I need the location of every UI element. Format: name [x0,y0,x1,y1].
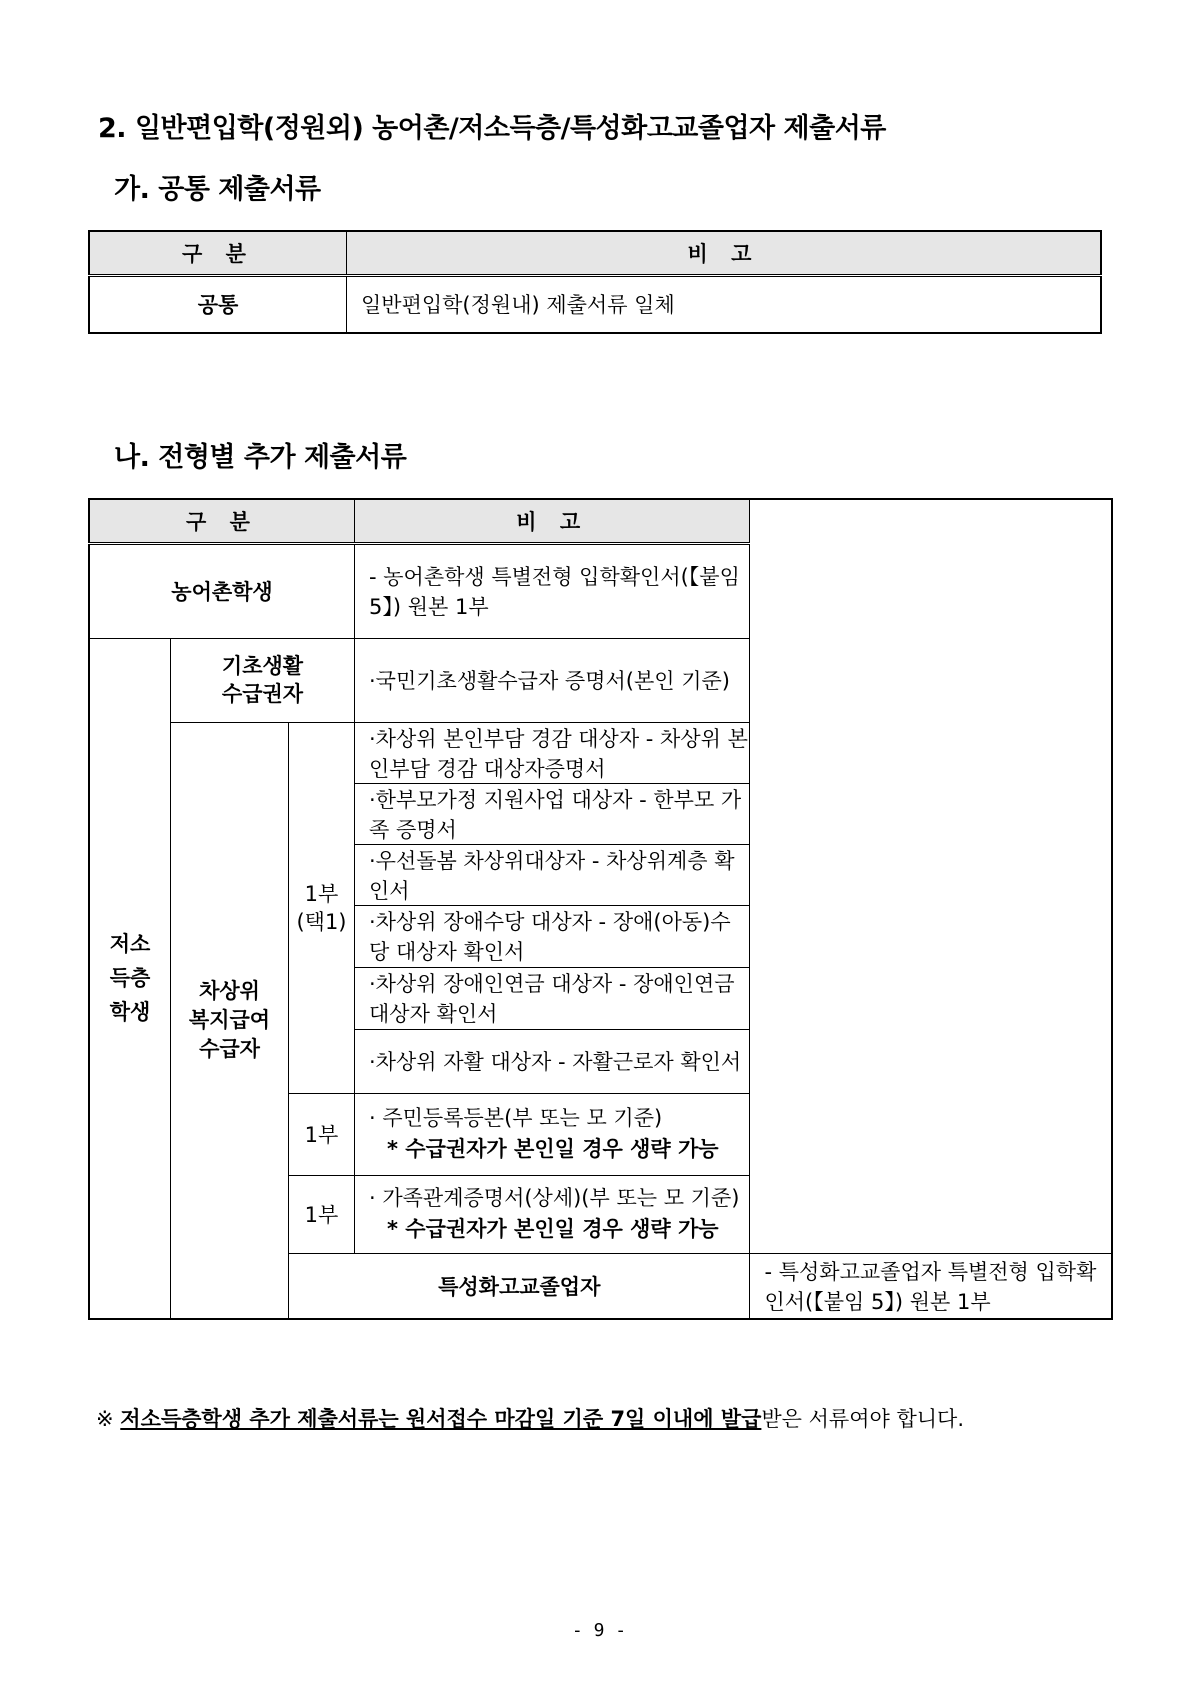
header-remarks: 비 고 [347,231,1102,275]
choice-item: ·한부모가정 지원사업 대상자 - 한부모 가족 증명서 [355,783,750,844]
near-poor-label: 차상위 복지급여 수급자 [171,722,289,1319]
vocational-value: - 특성화고교졸업자 특별전형 입학확인서(【붙임 5】) 원본 1부 [750,1253,1112,1319]
low-income-label: 저소 득층 학생 [89,638,171,1319]
resident-count: 1부 [289,1093,355,1175]
header-category: 구 분 [89,499,355,543]
family-doc: · 가족관계증명서(상세)(부 또는 모 기준) [369,1186,740,1210]
footnote-emphasis: 저소득층학생 추가 제출서류는 원서접수 마감일 기준 7일 이내에 발급 [120,1407,762,1431]
common-documents-table [88,230,1102,334]
section-a-title: 가. 공통 제출서류 [114,174,321,205]
section-b-title: 나. 전형별 추가 제출서류 [114,442,407,473]
choice-item: ·차상위 장애수당 대상자 - 장애(아동)수당 대상자 확인서 [355,905,750,967]
additional-documents-table [88,498,1113,1320]
vocational-label: 특성화고교졸업자 [289,1253,750,1319]
choice-item: ·차상위 장애인연금 대상자 - 장애인연금 대상자 확인서 [355,967,750,1029]
resident-doc: · 주민등록등본(부 또는 모 기준) [369,1106,663,1130]
choice-item: ·차상위 자활 대상자 - 자활근로자 확인서 [355,1029,750,1093]
choice-count: 1부 (택1) [289,722,355,1093]
family-count: 1부 [289,1175,355,1253]
rural-value: - 농어촌학생 특별전형 입학확인서(【붙임 5】) 원본 1부 [355,543,750,638]
basic-livelihood-value: ·국민기초생활수급자 증명서(본인 기준) [355,638,750,722]
common-label: 공통 [89,275,347,333]
family-cell [355,1175,750,1253]
resident-note: * 수급권자가 본인일 경우 생략 가능 [387,1137,719,1161]
footnote-rest: 받은 서류여야 합니다. [761,1407,964,1431]
resident-cell [355,1093,750,1175]
header-remarks: 비 고 [355,499,750,543]
main-heading: 2. 일반편입학(정원외) 농어촌/저소득층/특성화고교졸업자 제출서류 [98,113,886,144]
basic-livelihood-label: 기초생활 수급권자 [171,638,355,722]
page-number: - 9 - [571,1620,627,1641]
footnote [96,1403,964,1433]
choice-item: ·우선돌봄 차상위대상자 - 차상위계층 확인서 [355,844,750,905]
header-category: 구 분 [89,231,347,275]
rural-label: 농어촌학생 [89,543,355,638]
footnote-mark: ※ [96,1407,121,1431]
common-value: 일반편입학(정원내) 제출서류 일체 [347,275,1102,333]
family-note: * 수급권자가 본인일 경우 생략 가능 [387,1217,719,1241]
choice-item: ·차상위 본인부담 경감 대상자 - 차상위 본인부담 경감 대상자증명서 [355,722,750,783]
